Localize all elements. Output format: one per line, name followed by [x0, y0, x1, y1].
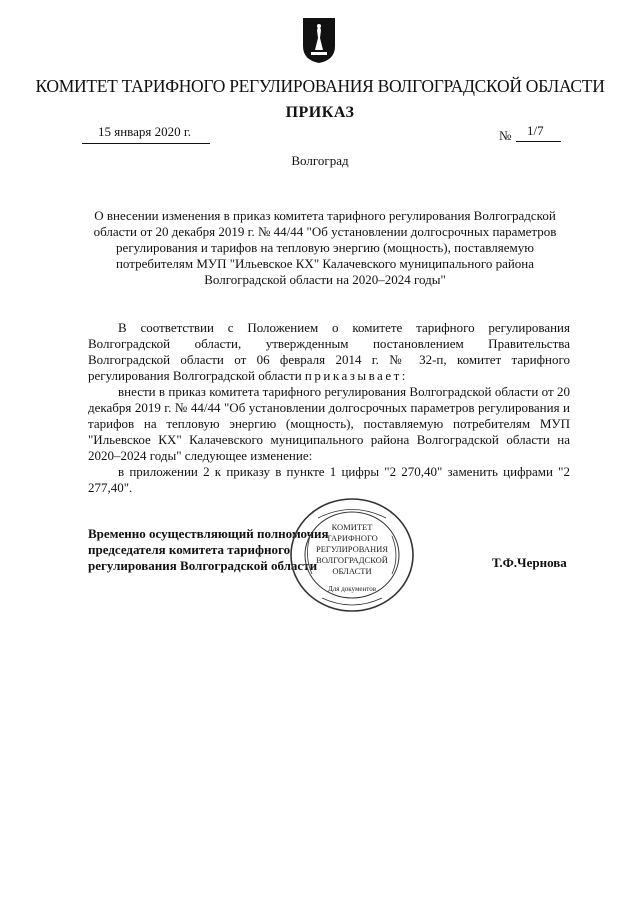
signatory-line-2: председателя комитета тарифного — [88, 542, 291, 557]
preamble-paragraph — [88, 320, 570, 384]
committee-name: КОМИТЕТ ТАРИФНОГО РЕГУЛИРОВАНИЯ ВОЛГОГРАДСКОЙ ОБЛАСТИ — [35, 76, 605, 96]
amendment-paragraph: внести в приказ комитета тарифного регулирования Волгоградской области от 20 декабря 2019 г. № 44/44 "Об установлении долгосрочных параметров регулирования и тарифов на тепловую энергию (мощность), поставляемую потребителям МУП "Ильевское КХ" Калачевского муниципального района Волгоградской области на 2020–2024 годы" следующее изменение: — [88, 384, 570, 463]
stamp-line-5: ОБЛАСТИ — [332, 566, 372, 576]
order-subject: О внесении изменения в приказ комитета тарифного регулирования Волгоградской области от 20 декабря 2019 г. № 44/44 "Об установлении долгосрочных параметров регулирования и тарифов на тепловую энергию (мощность), поставляемую потребителям МУП "Ильевское КХ" Калачевского муниципального района Волгоградской области на 2020–2024 годы" — [93, 208, 557, 287]
coat-of-arms-emblem — [301, 16, 337, 64]
signatory-line-1: Временно осуществляющий полномочия — [88, 526, 329, 541]
order-title: ПРИКАЗ — [285, 104, 355, 121]
date-underline — [82, 143, 210, 144]
stamp-line-4: ВОЛГОГРАДСКОЙ — [316, 555, 388, 565]
number-sign: № — [499, 128, 512, 143]
city: Волгоград — [291, 153, 349, 168]
order-number: 1/7 — [527, 123, 544, 138]
signatory-line-3: регулирования Волгоградской области — [88, 558, 318, 573]
number-underline — [516, 141, 561, 142]
preamble-text: В соответствии с Положением о комитете тарифного регулирования Волгоградской области, утвержденным постановлением Правительства Волгоградской области от 06 февраля 2014 г. № 32-п, комитет тарифного регулирования Волгоградской области — [88, 320, 570, 383]
stamp-line-3: РЕГУЛИРОВАНИЯ — [316, 544, 388, 554]
signatory-name: Т.Ф.Чернова — [492, 555, 567, 570]
stamp-line-2: ТАРИФНОГО — [326, 533, 378, 543]
order-body — [88, 320, 570, 496]
change-paragraph: в приложении 2 к приказу в пункте 1 цифры "2 270,40" заменить цифрами "2 277,40". — [88, 464, 570, 495]
stamp-line-1: КОМИТЕТ — [331, 522, 373, 532]
stamp-bottom: Для документов — [327, 585, 377, 593]
orders-word: приказывает: — [304, 368, 408, 383]
official-stamp — [288, 496, 416, 614]
order-date: 15 января 2020 г. — [98, 124, 192, 139]
